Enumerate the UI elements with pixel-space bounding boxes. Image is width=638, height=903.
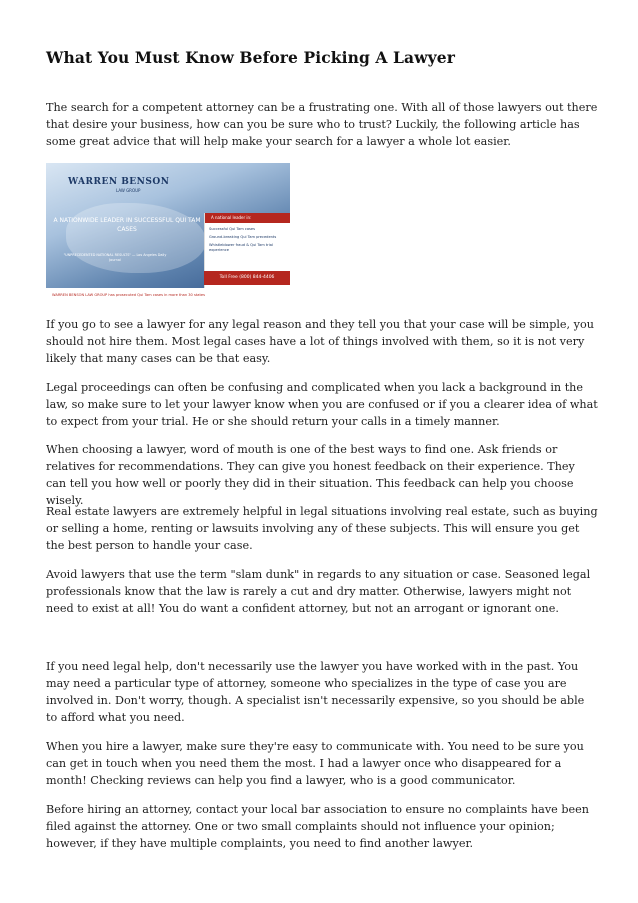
ad-panel-title: A national leader in: [205, 213, 290, 223]
paragraph: When you hire a lawyer, make sure they're easy to communicate with. You need to be sure you can get in touch when you need them the most. I had a lawyer once who disappeared for a month! Checking reviews can help you find a lawyer, who is a good communicator. [46, 740, 584, 787]
paragraph-intro: The search for a competent attorney can be a frustrating one. With all of those lawyers out there that desire your business, how can you be sure who to trust? Luckily, the following article has some great advice that will help make your search for a lawyer a whole lot easier. [46, 101, 598, 148]
ad-headline: A NATIONWIDE LEADER IN SUCCESSFUL QUI TAM CASES [53, 217, 201, 233]
ad-quote: "UNPRECEDENTED NATIONAL RESULTS" — Los Angeles Daily Journal [63, 253, 167, 262]
paragraph: Real estate lawyers are extremely helpful in legal situations involving real estate, such as buying or selling a home, renting or lawsuits involving any of these subjects. This will ensure you get the best person to handle your case. [46, 505, 598, 552]
paragraph: Before hiring an attorney, contact your local bar association to ensure no complaints have been filed against the attorney. One or two small complaints should not influence your opinion; however, if they have multiple complaints, you need to find another lawyer. [46, 803, 589, 850]
ad-panel-item: Successful Qui Tam cases [209, 227, 255, 231]
ad-footer: WARREN BENSON LAW GROUP has prosecuted Qui Tam cases in more than 30 states [46, 290, 290, 300]
ad-panel-item: Ground-breaking Qui Tam precedents [209, 235, 277, 239]
paragraph: Legal proceedings can often be confusing and complicated when you lack a background in the law, so make sure to let your lawyer know when you are confused or if you a clearer idea of what to expect from your trial. He or she should return your calls in a timely manner. [46, 381, 598, 428]
ad-brand-logo: WARREN BENSON [68, 177, 170, 187]
paragraph: When choosing a lawyer, word of mouth is one of the best ways to find one. Ask friends or relatives for recommendations. They can give you honest feedback on their experience. They can tell you how well or poorly they did in their situation. This feedback can help you choose wisely. [46, 443, 575, 507]
paragraph: Avoid lawyers that use the term "slam dunk" in regards to any situation or case. Seasoned legal professionals know that the law is rarely a cut and dry matter. Otherwise, lawyers might not need to exist at all! You do want a confident attorney, but not an arrogant or ignorant one. [46, 568, 591, 615]
paragraph: If you go to see a lawyer for any legal reason and they tell you that your case will be simple, you should not hire them. Most legal cases have a lot of things involved with them, so it is not very likely that many cases can be that easy. [46, 318, 594, 365]
page-title: What You Must Know Before Picking A Lawyer [46, 48, 455, 67]
ad-phone: Toll Free (800) 844-4406 [204, 271, 290, 285]
paragraph: If you need legal help, don't necessarily use the lawyer you have worked with in the past. You may need a particular type of attorney, someone who specializes in the type of case you are involved in. Don't worry, though. A specialist isn't necessarily expensive, so you should be able to afford what you need. [46, 660, 585, 724]
ad-panel-item: Whistleblower fraud & Qui Tam trial experience [209, 243, 273, 252]
ad-brand-subtitle: LAW GROUP [116, 188, 141, 193]
advertisement-image [46, 163, 290, 300]
